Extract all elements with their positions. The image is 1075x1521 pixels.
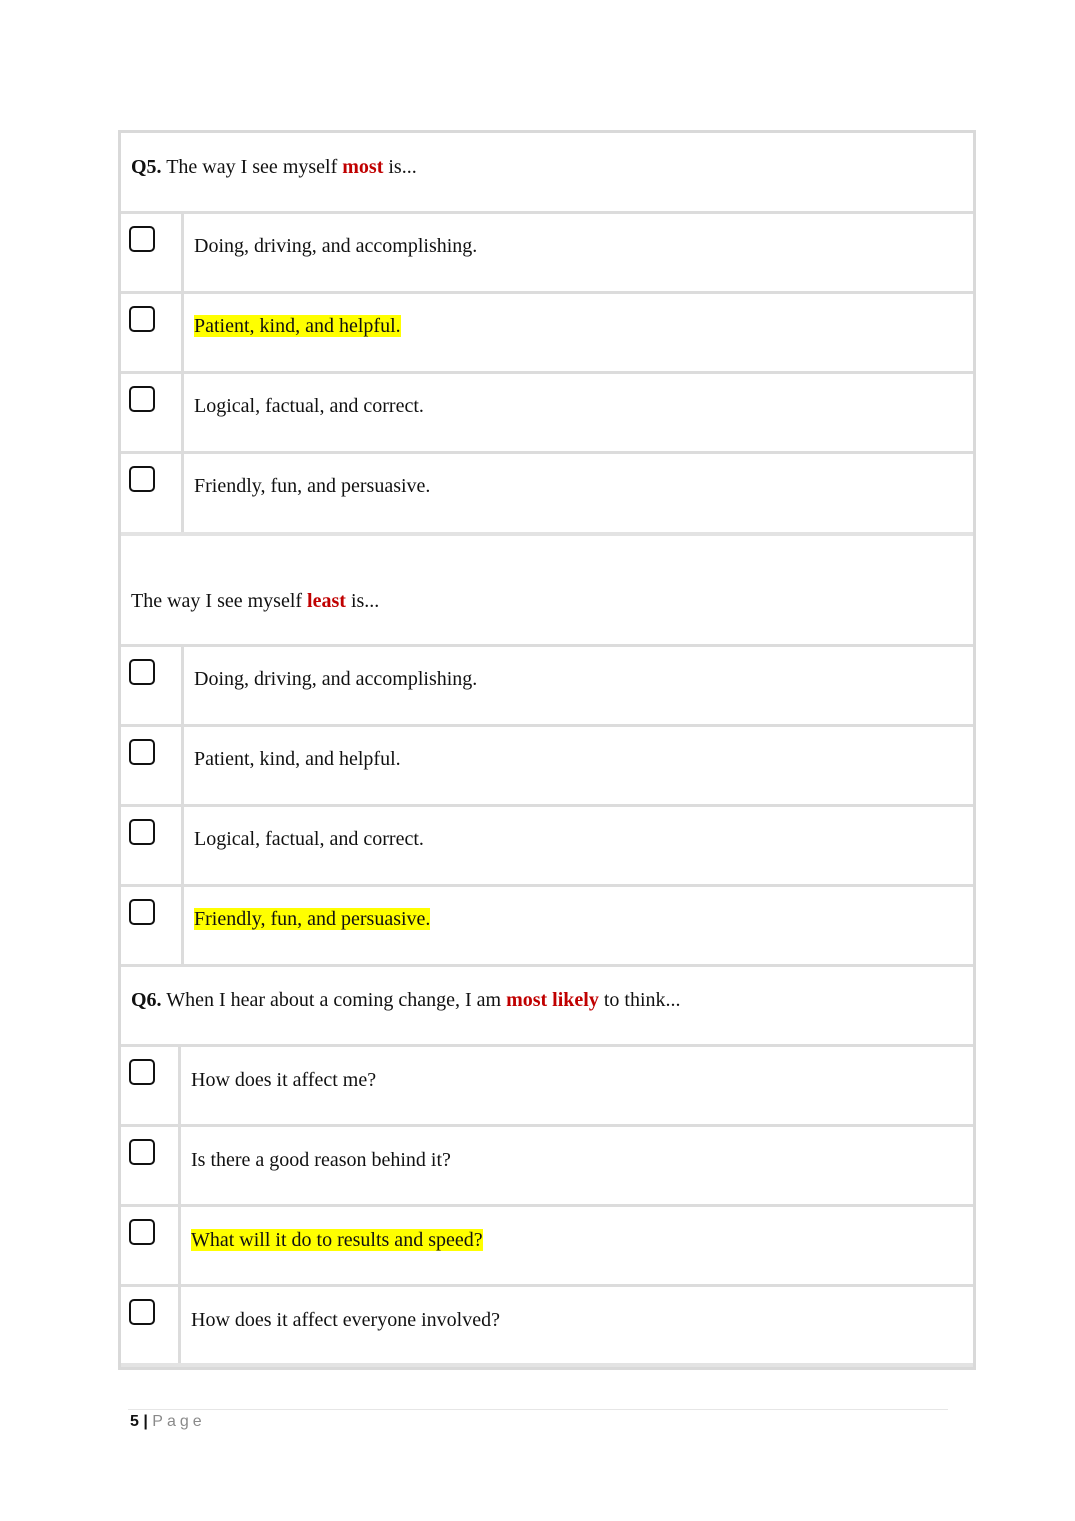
- checkbox-cell: [121, 1127, 181, 1204]
- footer-rule: [128, 1409, 948, 1410]
- q5-least-prompt: [131, 590, 379, 613]
- checkbox-cell: [121, 1047, 181, 1124]
- table-bottom-divider: [121, 1363, 973, 1367]
- checkbox[interactable]: [129, 1299, 155, 1325]
- checkbox-cell: [121, 374, 184, 451]
- q5-number: Q5.: [131, 156, 162, 178]
- checkbox[interactable]: [129, 899, 155, 925]
- highlighted-answer: What will it do to results and speed?: [191, 1229, 483, 1251]
- option-text: How does it affect me?: [191, 1069, 377, 1091]
- q5-most-option-row: [121, 374, 973, 454]
- checkbox[interactable]: [129, 306, 155, 332]
- checkbox-cell: [121, 887, 184, 964]
- checkbox[interactable]: [129, 1219, 155, 1245]
- option-text: Patient, kind, and helpful.: [194, 748, 401, 770]
- option-text: Logical, factual, and correct.: [194, 395, 424, 417]
- option-text: Doing, driving, and accomplishing.: [194, 235, 478, 257]
- checkbox-cell: [121, 294, 184, 371]
- q5-least-option-row: [121, 807, 973, 887]
- checkbox[interactable]: [129, 466, 155, 492]
- option-text-highlighted: [194, 908, 430, 931]
- q5-most-prompt: [131, 156, 417, 179]
- page-footer: [130, 1413, 206, 1431]
- q5-most-option-row: [121, 214, 973, 294]
- page-number: 5: [130, 1413, 139, 1430]
- option-text: Is there a good reason behind it?: [191, 1149, 451, 1171]
- q5-most-option-row: [121, 294, 973, 374]
- option-text-highlighted: [191, 1229, 483, 1252]
- checkbox[interactable]: [129, 226, 155, 252]
- q5-most-keyword: most: [342, 156, 384, 178]
- highlighted-answer: Patient, kind, and helpful.: [194, 315, 401, 337]
- q5-least-option-row: [121, 647, 973, 727]
- q6-number: Q6.: [131, 989, 162, 1011]
- option-text: How does it affect everyone involved?: [191, 1309, 500, 1331]
- checkbox[interactable]: [129, 1139, 155, 1165]
- checkbox-cell: [121, 1287, 181, 1367]
- checkbox-cell: [121, 647, 184, 724]
- q6-header: [121, 967, 973, 1047]
- q5-least-option-row: [121, 727, 973, 807]
- checkbox-cell: [121, 727, 184, 804]
- q6-prompt: [131, 989, 681, 1012]
- footer-separator: |: [143, 1413, 148, 1430]
- checkbox[interactable]: [129, 386, 155, 412]
- questionnaire-table: [118, 130, 976, 1370]
- checkbox[interactable]: [129, 659, 155, 685]
- q6-keyword: most likely: [506, 989, 599, 1011]
- option-text-highlighted: [194, 315, 401, 338]
- q5-least-option-row: [121, 887, 973, 967]
- checkbox[interactable]: [129, 819, 155, 845]
- q6-text-before: When I hear about a coming change, I am: [161, 989, 507, 1011]
- option-text: Friendly, fun, and persuasive.: [194, 475, 431, 497]
- checkbox[interactable]: [129, 739, 155, 765]
- checkbox-cell: [121, 454, 184, 534]
- q5-least-keyword: least: [307, 590, 346, 612]
- q6-option-row: [121, 1207, 973, 1287]
- checkbox-cell: [121, 807, 184, 884]
- option-text: Doing, driving, and accomplishing.: [194, 668, 478, 690]
- q6-option-row: [121, 1127, 973, 1207]
- checkbox-cell: [121, 1207, 181, 1284]
- q6-text-after: to think...: [598, 989, 681, 1011]
- checkbox[interactable]: [129, 1059, 155, 1085]
- option-text: Logical, factual, and correct.: [194, 828, 424, 850]
- q5-least-text-before: The way I see myself: [131, 590, 308, 612]
- page-word: Page: [152, 1413, 206, 1430]
- q6-option-row: [121, 1287, 973, 1367]
- checkbox-cell: [121, 214, 184, 291]
- q5-least-text-after: is...: [345, 590, 380, 612]
- q5-header: [121, 133, 973, 214]
- q5-least-header: [121, 536, 973, 647]
- q5-most-text-after: is...: [383, 156, 417, 178]
- q5-most-text-before: The way I see myself: [161, 156, 343, 178]
- q5-most-option-row: [121, 454, 973, 534]
- highlighted-answer: Friendly, fun, and persuasive.: [194, 908, 431, 930]
- q6-option-row: [121, 1047, 973, 1127]
